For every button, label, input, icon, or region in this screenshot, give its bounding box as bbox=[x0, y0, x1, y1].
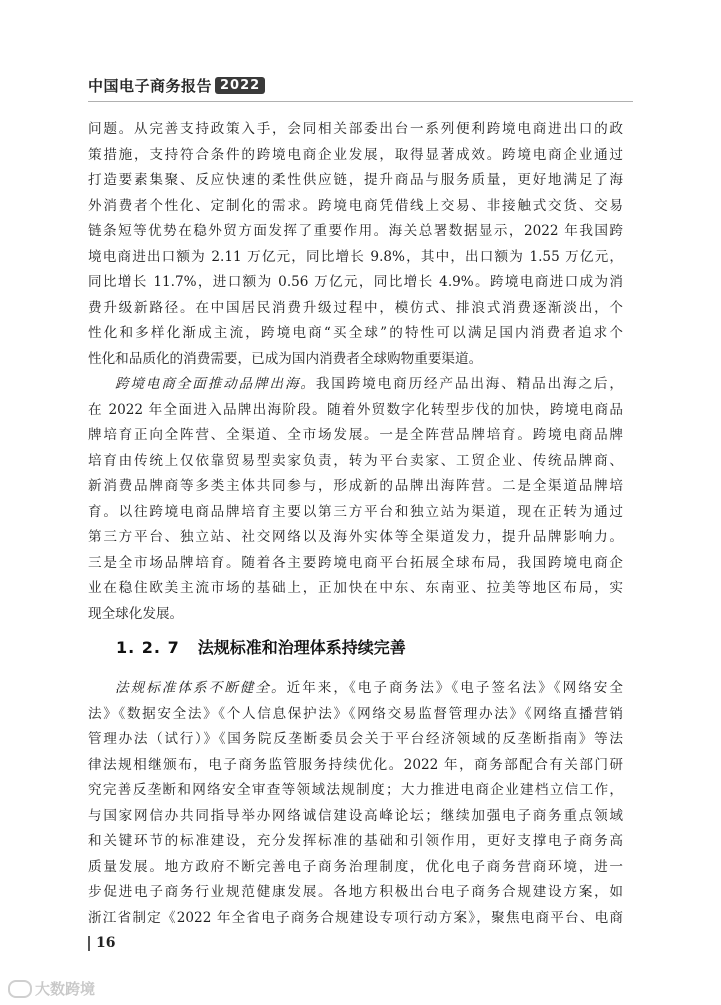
text-line: 同比增长 11.7%，进口额为 0.56 万亿元，同比增长 4.9%。跨境电商进口成为消 bbox=[88, 274, 623, 290]
running-header bbox=[88, 74, 265, 96]
text-line: 打造要素集聚、反应快速的柔性供应链，提升商品与服务质量，更好地满足了海 bbox=[88, 172, 623, 188]
text-line: 外消费者个性化、定制化的需求。跨境电商凭借线上交易、非接触式交货、交易 bbox=[88, 197, 623, 214]
text-line: 和关键环节的标准建设，充分发挥标准的基础和引领作用，更好支撑电子商务高 bbox=[88, 833, 623, 849]
paragraph-lead: 跨境电商全面推动品牌出海。 bbox=[115, 376, 316, 392]
text-line: 性化和多样化渐成主流，跨境电商“买全球”的特性可以满足国内消费者追求个 bbox=[88, 325, 623, 341]
section-title: 法规标准和治理体系持续完善 bbox=[197, 638, 406, 657]
text-line: 费升级新路径。在中国居民消费升级过程中，模仿式、排浪式消费逐渐淡出，个 bbox=[88, 299, 623, 316]
text-line: 问题。从完善支持政策入手，会同相关部委出台一系列便利跨境电商进出口的政 bbox=[88, 121, 623, 137]
page-number: 16 bbox=[96, 935, 116, 951]
section-number: 1. 2. 7 bbox=[116, 638, 180, 657]
text-run: 近年来，《电子商务法》《电子签名法》《网络安全 bbox=[286, 680, 623, 696]
text-line bbox=[88, 676, 623, 702]
text-line: 性化和品质化的消费需要，已成为国内消费者全球购物重要渠道。 bbox=[88, 350, 483, 367]
footer-bar bbox=[88, 936, 90, 951]
text-run: 我国跨境电商历经产品出海、精品出海之后， bbox=[315, 376, 623, 392]
text-line: 现全球化发展。 bbox=[88, 605, 184, 622]
paragraph-regulations bbox=[88, 676, 623, 931]
report-title: 中国电子商务报告 bbox=[88, 76, 213, 95]
text-line bbox=[88, 372, 623, 398]
paragraph-cross-border-ecommerce bbox=[88, 117, 623, 372]
text-line: 法》《数据安全法》《个人信息保护法》《网络交易监督管理办法》《网络直播营销 bbox=[88, 705, 623, 722]
paragraph-lead: 法规标准体系不断健全。 bbox=[115, 680, 287, 696]
page-footer bbox=[88, 933, 115, 953]
text-line: 管理办法（试行）》《国务院反垄断委员会关于平台经济领域的反垄断指南》等法 bbox=[88, 731, 623, 747]
header-divider bbox=[88, 101, 633, 102]
text-line: 链条短等优势在稳外贸方面发挥了重要作用。海关总署数据显示，2022 年我国跨 bbox=[88, 223, 623, 239]
body-text-top bbox=[88, 117, 623, 627]
text-line: 究完善反垄断和网络安全审查等领域法规制度；大力推进电商企业建档立信工作， bbox=[88, 782, 623, 798]
watermark bbox=[8, 978, 95, 999]
text-line: 与国家网信办共同指导举办网络诚信建设高峰论坛；继续加强电子商务重点领域 bbox=[88, 807, 623, 824]
text-line: 业在稳住欧美主流市场的基础上，正加快在中东、东南亚、拉美等地区布局，实 bbox=[88, 580, 623, 596]
text-line: 质量发展。地方政府不断完善电子商务治理制度，优化电子商务营商环境，进一 bbox=[88, 858, 623, 875]
paragraph-brand-going-global bbox=[88, 372, 623, 627]
text-line: 新消费品牌商等多类主体共同参与，形成新的品牌出海阵营。二是全渠道品牌培 bbox=[88, 478, 623, 494]
text-line: 浙江省制定《2022 年全省电子商务合规建设专项行动方案》，聚焦电商平台、电商 bbox=[88, 909, 623, 926]
text-line: 育。以往跨境电商品牌培育主要以第三方平台和独立站为渠道，现在正转为通过 bbox=[88, 503, 623, 520]
report-year-badge: 2022 bbox=[215, 77, 265, 94]
text-line: 在 2022 年全面进入品牌出海阶段。随着外贸数字化转型步伐的加快，跨境电商品 bbox=[88, 401, 623, 418]
text-line: 培育由传统上仅依靠贸易型卖家负责，转为平台卖家、工贸企业、传统品牌商、 bbox=[88, 452, 623, 469]
text-line: 牌培育正向全阵营、全渠道、全市场发展。一是全阵营品牌培育。跨境电商品牌 bbox=[88, 427, 623, 443]
text-line: 三是全市场品牌培育。随着各主要跨境电商平台拓展全球布局，我国跨境电商企 bbox=[88, 554, 623, 571]
text-line: 第三方平台、独立站、社交网络以及海外实体等全渠道发力，提升品牌影响力。 bbox=[88, 529, 623, 545]
section-heading bbox=[116, 636, 406, 660]
watermark-text: 大数跨境 bbox=[35, 980, 96, 998]
text-line: 策措施，支持符合条件的跨境电商企业发展，取得显著成效。跨境电商企业通过 bbox=[88, 146, 623, 163]
text-line: 境电商进出口额为 2.11 万亿元，同比增长 9.8%，其中，出口额为 1.55 万亿元， bbox=[88, 248, 623, 265]
text-line: 律法规相继颁布，电子商务监管服务持续优化。2022 年，商务部配合有关部门研 bbox=[88, 756, 623, 773]
watermark-logo-icon bbox=[8, 980, 32, 998]
body-text-bottom bbox=[88, 676, 623, 931]
text-line: 步促进电子商务行业规范健康发展。各地方积极出台电子商务合规建设方案，如 bbox=[88, 884, 623, 900]
